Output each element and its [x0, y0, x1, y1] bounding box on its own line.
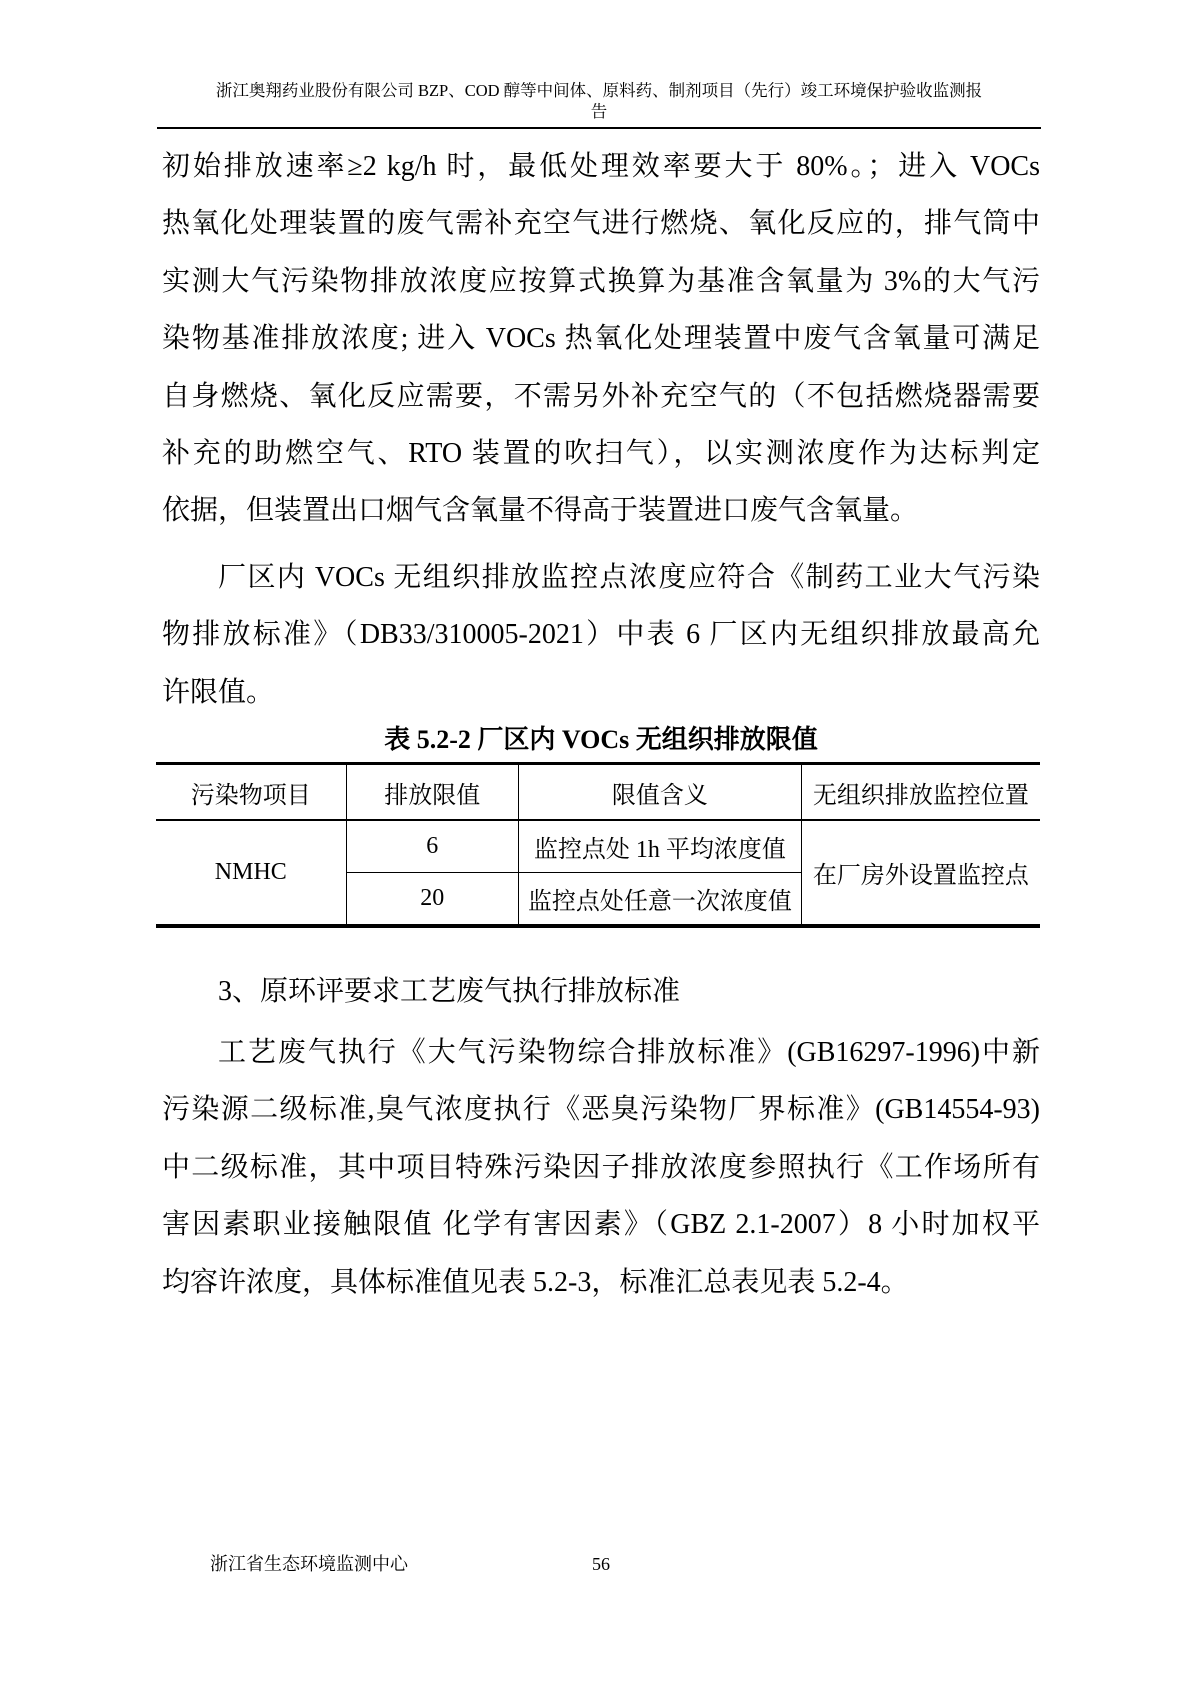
table-row	[156, 820, 1040, 873]
body-line: 污染源二级标准,臭气浓度执行《恶臭污染物厂界标准》(GB14554-93)	[162, 1094, 1040, 1126]
paragraph-fugitive-voc	[162, 549, 1040, 721]
table-header-row	[156, 764, 1040, 821]
cell-limit-2: 20	[346, 873, 518, 927]
header-title-line1: 浙江奥翔药业股份有限公司 BZP、COD 醇等中间体、原料药、制剂项目（先行）竣工环境保护验收监测报	[215, 81, 983, 100]
body-line: 热氧化处理装置的废气需补充空气进行燃烧、氧化反应的，排气筒中	[162, 208, 1040, 240]
header-cell-location: 无组织排放监控位置	[801, 764, 1040, 821]
footer-organization: 浙江省生态环境监测中心	[210, 1554, 408, 1574]
cell-meaning-2: 监控点处任意一次浓度值	[518, 873, 801, 927]
body-line: 害因素职业接触限值 化学有害因素》（GBZ 2.1-2007）8 小时加权平	[162, 1209, 1040, 1241]
header-cell-pollutant: 污染物项目	[156, 764, 346, 821]
body-line: 初始排放速率≥2 kg/h 时，最低处理效率要大于 80%。；进入 VOCs	[162, 151, 1040, 182]
body-line: 染物基准排放浓度; 进入 VOCs 热氧化处理装置中废气含氧量可满足	[162, 323, 1040, 355]
body-line: 补充的助燃空气、RTO 装置的吹扫气），以实测浓度作为达标判定	[162, 437, 1040, 469]
header-cell-limit: 排放限值	[346, 764, 518, 821]
body-line: 厂区内 VOCs 无组织排放监控点浓度应符合《制药工业大气污染	[218, 562, 1040, 593]
body-line: 许限值。	[162, 676, 275, 708]
page-header	[157, 80, 1041, 129]
cell-pollutant: NMHC	[214, 859, 287, 885]
header-cell-meaning: 限值含义	[518, 764, 801, 821]
body-line: 依据，但装置出口烟气含氧量不得高于装置进口废气含氧量。	[162, 495, 919, 527]
voc-limits-table	[156, 762, 1040, 928]
cell-meaning-1: 监控点处 1h 平均浓度值	[518, 820, 801, 873]
section-heading-3	[162, 963, 1040, 1020]
page-number: 56	[592, 1554, 610, 1574]
header-title-line2: 告	[590, 102, 608, 121]
body-line: 实测大气污染物排放浓度应按算式换算为基准含氧量为 3%的大气污	[162, 265, 1040, 297]
table-caption: 表 5.2-2 厂区内 VOCs 无组织排放限值	[384, 725, 818, 754]
heading-line: 3、原环评要求工艺废气执行排放标准	[218, 976, 681, 1007]
paragraph-process-gas-standards	[162, 1024, 1040, 1311]
body-line: 自身燃烧、氧化反应需要，不需另外补充空气的（不包括燃烧器需要	[162, 380, 1040, 412]
cell-location: 在厂房外设置监控点	[801, 820, 1040, 926]
body-line: 工艺废气执行《大气污染物综合排放标准》(GB16297-1996)中新	[218, 1037, 1040, 1068]
body-line: 物排放标准》（DB33/310005-2021）中表 6 厂区内无组织排放最高允	[162, 619, 1040, 651]
paragraph-voc-treatment	[162, 138, 1040, 540]
body-line: 中二级标准，其中项目特殊污染因子排放浓度参照执行《工作场所有	[162, 1151, 1040, 1183]
cell-limit-1: 6	[346, 820, 518, 873]
body-line: 均容许浓度，具体标准值见表 5.2-3，标准汇总表见表 5.2-4。	[162, 1266, 909, 1298]
